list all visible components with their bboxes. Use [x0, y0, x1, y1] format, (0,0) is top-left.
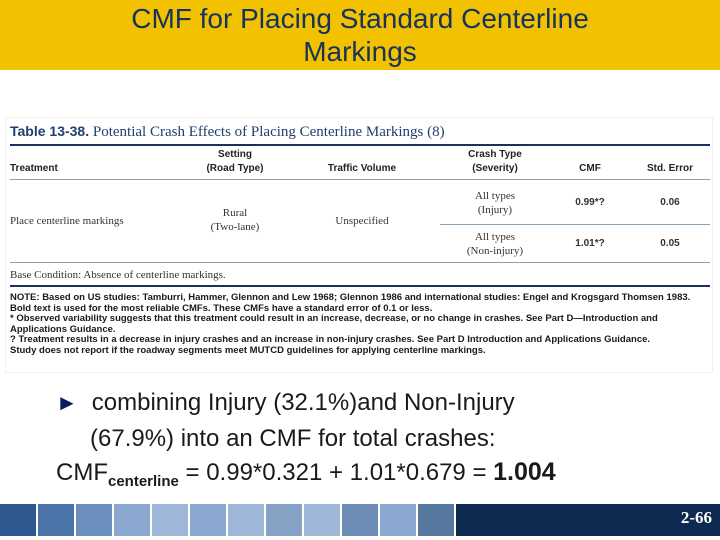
footer-block	[114, 504, 150, 536]
table-notes	[10, 293, 710, 356]
header-crash-line2: (Severity)	[472, 163, 518, 174]
table-caption	[10, 123, 445, 141]
table-rule-body	[10, 262, 710, 263]
header-crash-line1: Crash Type	[468, 149, 522, 160]
note-line: NOTE: Based on US studies: Tamburri, Hammer, Glennon and Lew 1968; Glennon 1986 and international studies: Engel and Krogsgard Thomsen 1983.	[10, 292, 691, 303]
cell-traffic: Unspecified	[335, 215, 389, 227]
cell-stderr-noninjury: 0.05	[660, 238, 680, 249]
cell-crash-noninjury-line1: All types	[474, 231, 516, 243]
footer-block	[0, 504, 36, 536]
footer-block	[38, 504, 74, 536]
cell-crash-noninjury-line2: (Non-injury)	[466, 245, 524, 257]
table-rule-subrow	[440, 224, 710, 225]
cell-stderr-injury: 0.06	[660, 197, 680, 208]
note-line: Study does not report if the roadway segments meet MUTCD guidelines for applying centerline markings.	[10, 344, 486, 356]
table-rule-top	[10, 144, 710, 146]
cell-setting-line1: Rural	[222, 207, 248, 219]
footer-block	[152, 504, 188, 536]
formula-subscript: centerline	[107, 473, 179, 490]
slide-title	[0, 2, 720, 68]
body-line-3	[56, 458, 556, 490]
footer-block	[380, 504, 416, 536]
cell-crash-noninjury	[455, 230, 535, 258]
footer-block	[342, 504, 378, 536]
header-traffic: Traffic Volume	[327, 163, 397, 174]
formula-result: 1.004	[493, 458, 556, 486]
cell-cmf-injury: 0.99*?	[575, 197, 605, 208]
footer-block	[418, 504, 454, 536]
body-line-2: (67.9%) into an CMF for total crashes:	[90, 425, 496, 452]
table-rule-header	[10, 179, 710, 180]
cell-setting	[195, 206, 275, 234]
header-crash-type	[455, 148, 535, 176]
header-setting-line2: (Road Type)	[206, 163, 264, 174]
header-cmf: CMF	[579, 163, 601, 174]
cell-crash-injury-line1: All types	[474, 190, 516, 202]
header-std-error: Std. Error	[646, 163, 694, 174]
footer-block	[190, 504, 226, 536]
bullet-arrow-icon: ►	[56, 390, 78, 415]
cell-setting-line2: (Two-lane)	[210, 221, 260, 233]
footer-block	[76, 504, 112, 536]
cell-cmf-noninjury: 1.01*?	[575, 238, 605, 249]
footer-block	[228, 504, 264, 536]
formula-prefix: CMF	[56, 459, 108, 486]
table-caption-text: Potential Crash Effects of Placing Centerline Markings (8)	[92, 124, 445, 140]
cell-treatment: Place centerline markings	[10, 215, 124, 227]
note-line: * Observed variability suggests that this treatment could result in an increase, decrease, or no change in crashes. See Part D—Introduction and	[10, 313, 658, 324]
crash-effects-table	[5, 117, 713, 373]
header-treatment: Treatment	[10, 163, 58, 174]
header-setting	[195, 148, 275, 176]
note-line: Bold text is used for the most reliable CMFs. These CMFs have a standard error of 0.1 or less.	[10, 302, 433, 314]
table-rule-bottom	[10, 285, 710, 287]
footer-block	[304, 504, 340, 536]
header-setting-line1: Setting	[218, 149, 252, 160]
body-line-1	[56, 389, 515, 417]
formula-expression: = 0.99*0.321 + 1.01*0.679 =	[178, 459, 494, 486]
cell-crash-injury-line2: (Injury)	[477, 204, 513, 216]
slide-title-line1: CMF for Placing Standard Centerline	[131, 3, 589, 34]
slide-title-line2: Markings	[303, 36, 417, 67]
footer-block	[266, 504, 302, 536]
cell-crash-injury	[455, 189, 535, 217]
table-label: Table 13-38.	[10, 123, 90, 139]
note-line: ? Treatment results in a decrease in injury crashes and an increase in non-injury crashes. See Part D Introduction and Applications Guidance.	[10, 334, 651, 345]
base-condition: Base Condition: Absence of centerline markings.	[10, 269, 226, 281]
note-line: Applications Guidance.	[10, 323, 116, 335]
page-number: 2-66	[680, 508, 712, 527]
footer-bar	[0, 504, 720, 540]
body-line-1-text: combining Injury (32.1%)and Non-Injury	[91, 389, 515, 416]
